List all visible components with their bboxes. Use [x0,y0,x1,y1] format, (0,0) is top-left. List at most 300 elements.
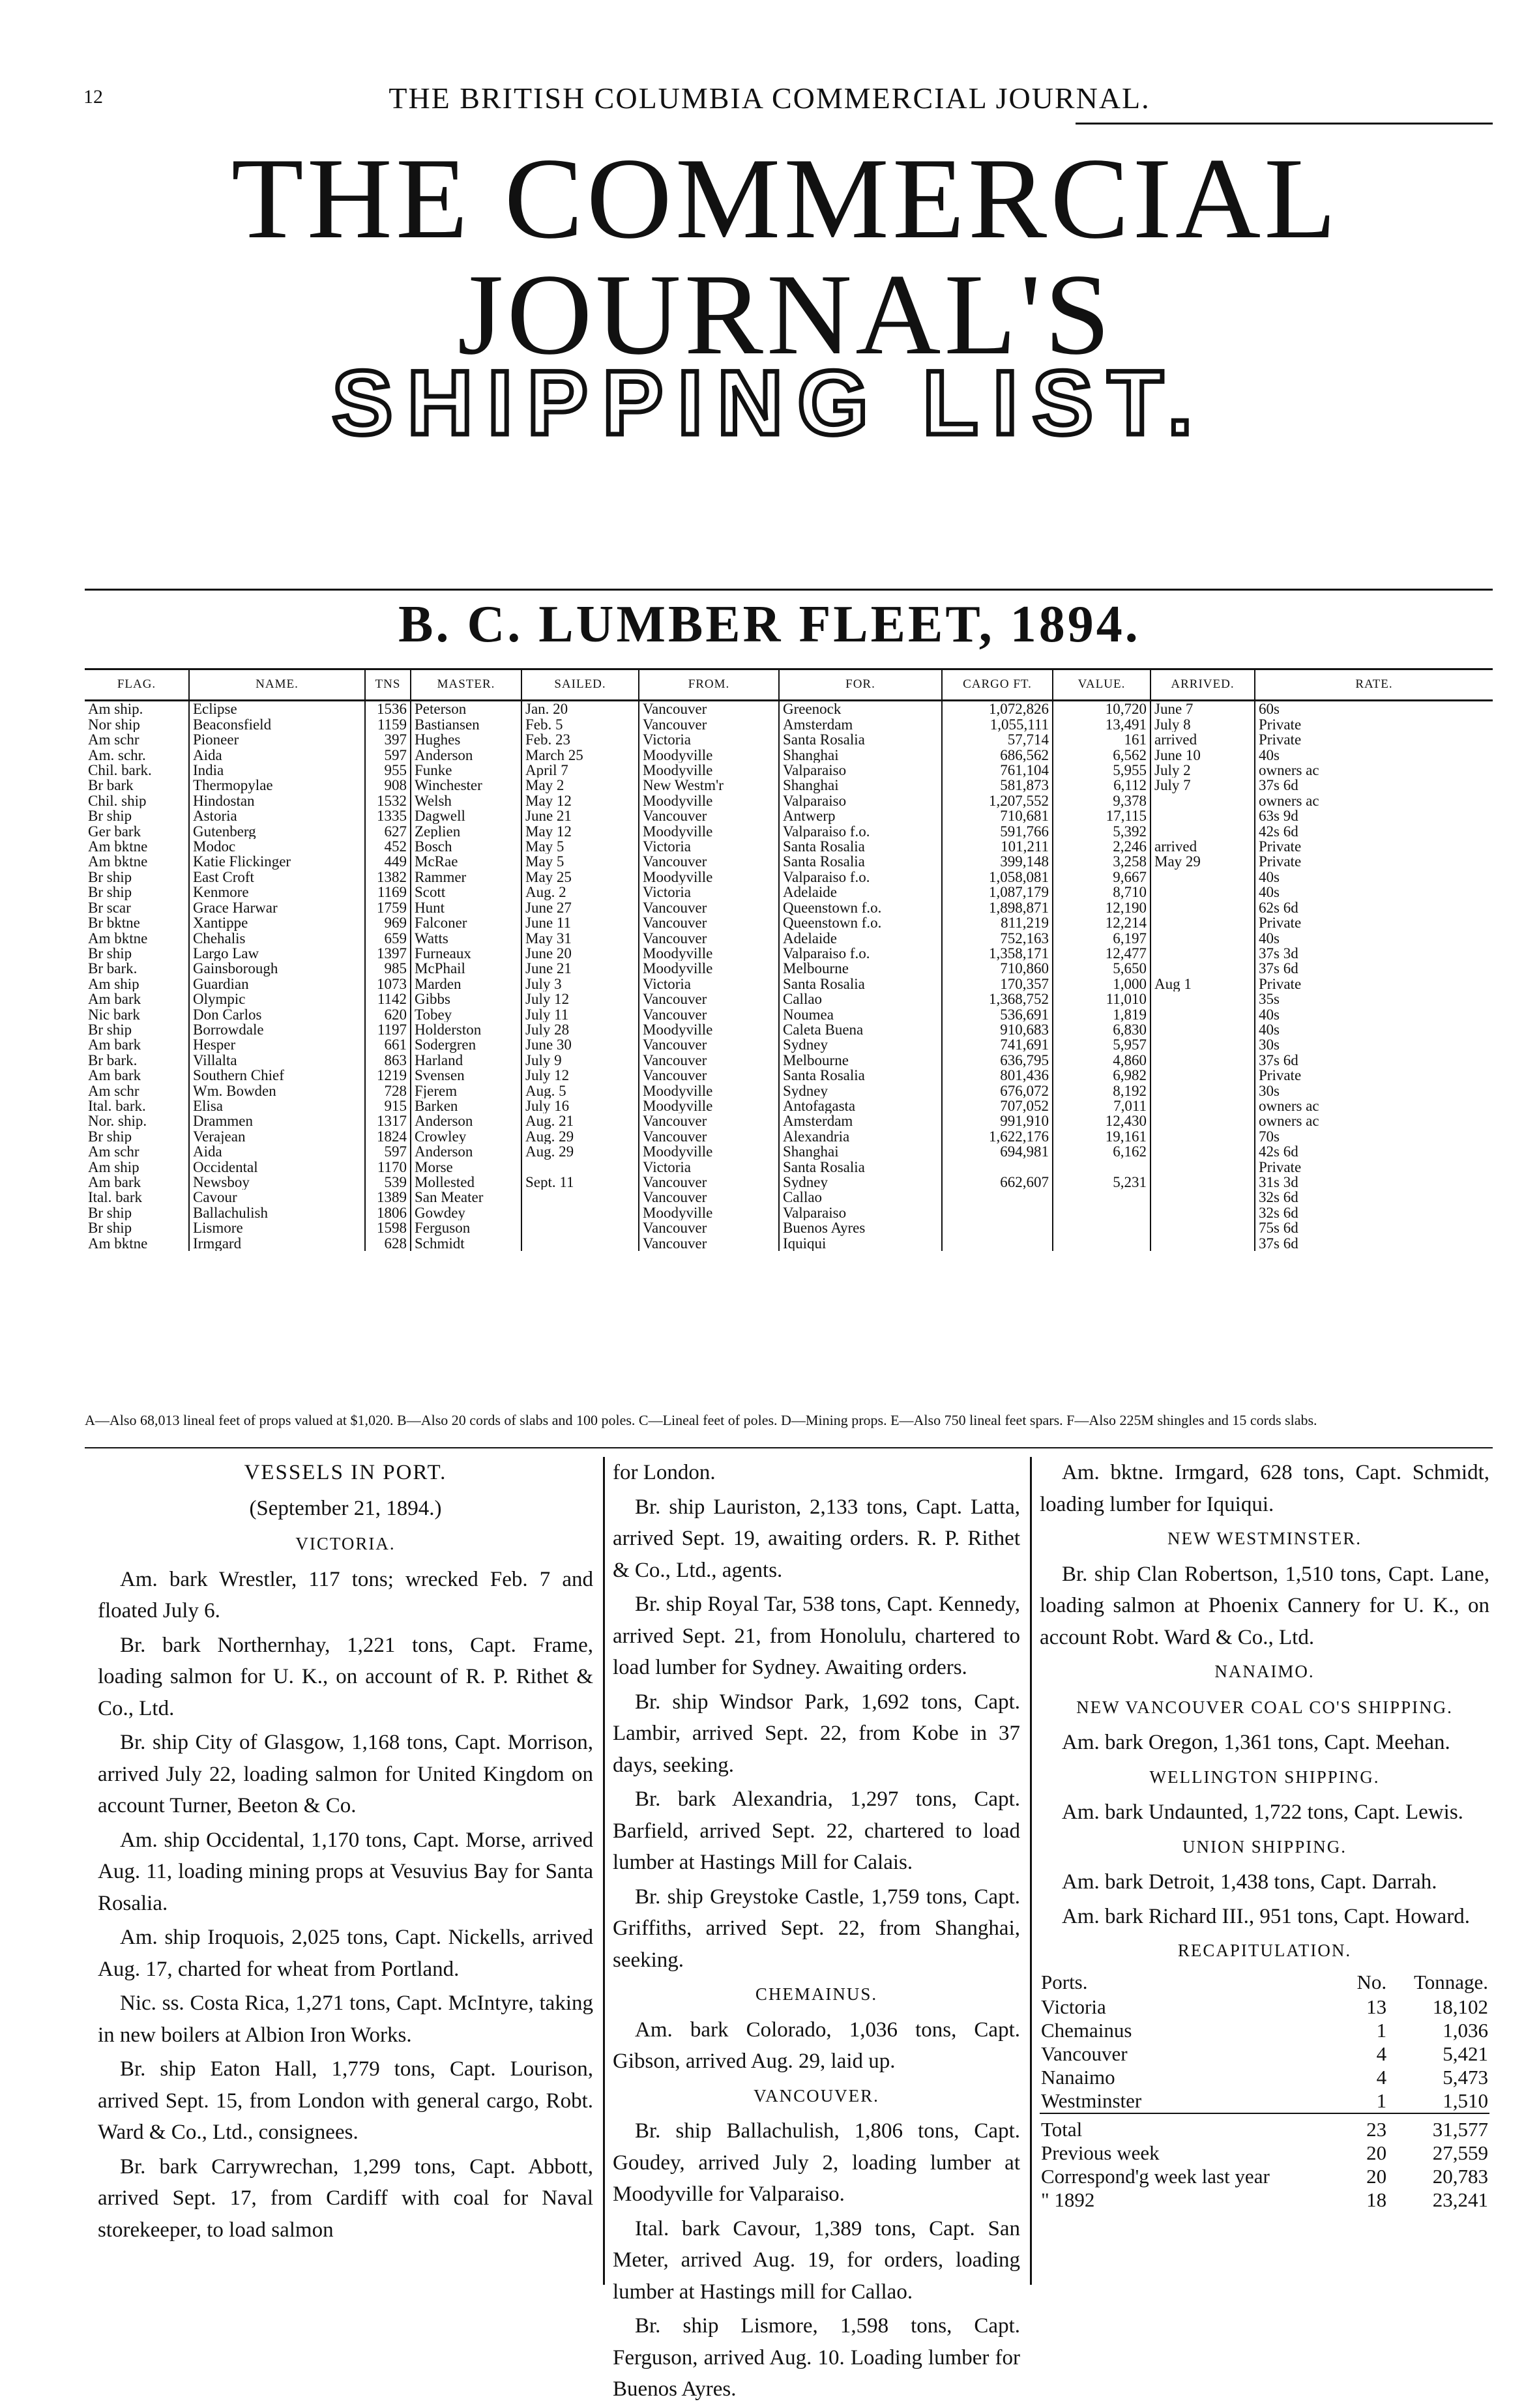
fleet-cell-arrived [1151,1205,1255,1220]
recap-number: 1 [1376,2018,1387,2042]
fleet-cell-sailed: May 25 [521,870,639,885]
fleet-cell-cargo [942,1205,1053,1220]
fleet-cell-from: Vancouver [639,1190,779,1205]
fleet-cell-tons: 597 [365,748,411,763]
fleet-cell-sailed: Feb. 5 [521,717,639,732]
fleet-cell-name: Modoc [189,839,365,854]
fleet-cell-name: Ballachulish [189,1205,365,1220]
vessel-entry: Br. ship Windsor Park, 1,692 tons, Capt. Lambir, arrived Sept. 22, from Kobe in 37 days, seeking. [613,1690,1020,1777]
fleet-cell-name: Chehalis [189,931,365,946]
fleet-cell-flag: Br ship [85,808,189,823]
fleet-cell-from: Moodyville [639,870,779,885]
fleet-cell-sailed: May 12 [521,793,639,808]
fleet-cell-flag: Br bktne [85,915,189,930]
fleet-cell-cargo: 591,766 [942,824,1053,839]
vessel-entry: Am. ship Iroquois, 2,025 tons, Capt. Nickells, arrived Aug. 17, charted for wheat from Portland. [98,1926,593,1981]
fleet-cell-flag: Am schr [85,1083,189,1098]
fleet-cell-sailed: March 25 [521,748,639,763]
fleet-cell-rate: 75s 6d [1259,1220,1298,1236]
table-row [85,824,1493,839]
fleet-header-for: FOR. [779,669,942,701]
fleet-cell-tons: 1536 [365,701,411,717]
fleet-cell-from: Victoria [639,976,779,991]
fleet-cell-name: Southern Chief [189,1068,365,1083]
fleet-cell-rate: 70s [1259,1128,1280,1145]
fleet-cell-flag: Am schr [85,1144,189,1159]
columns-rule [85,1447,1493,1448]
fleet-cell-name: Hindostan [189,793,365,808]
fleet-cell-cargo: 57,714 [942,732,1053,747]
fleet-cell-for: Santa Rosalia [779,976,942,991]
fleet-header-arrived: ARRIVED. [1151,669,1255,701]
table-row [85,717,1493,732]
vessel-entry-continued: for London. [613,1461,716,1484]
fleet-cell-rate: owners ac [1259,1098,1319,1114]
column-vessels-in-port [98,1457,593,2248]
fleet-cell-flag: Br bark. [85,961,189,976]
fleet-cell-master: Anderson [411,748,521,763]
table-row [85,885,1493,900]
fleet-cell-for: Valparaiso [779,1205,942,1220]
column-divider-1 [603,1457,605,2285]
recap-port: " 1892 [1041,2188,1095,2211]
recap-port: Chemainus [1041,2018,1132,2042]
fleet-cell-sailed: Aug. 2 [521,885,639,900]
fleet-header-value: VALUE. [1053,669,1151,701]
fleet-cell-cargo: 694,981 [942,1144,1053,1159]
fleet-cell-flag: Am bark [85,1175,189,1190]
fleet-cell-master: Hughes [411,732,521,747]
fleet-cell-value: 19,161 [1053,1129,1151,1144]
fleet-cell-for: Santa Rosalia [779,1160,942,1175]
fleet-cell-tons: 728 [365,1083,411,1098]
fleet-cell-cargo [942,1190,1053,1205]
fleet-cell-from: Vancouver [639,1129,779,1144]
fleet-cell-cargo: 686,562 [942,748,1053,763]
fleet-cell-for: Antofagasta [779,1098,942,1113]
fleet-cell-cargo: 101,211 [942,839,1053,854]
fleet-cell-cargo: 1,072,826 [942,701,1053,717]
recap-number: 20 [1366,2164,1387,2188]
fleet-cell-value: 12,214 [1053,915,1151,930]
fleet-cell-master: McRae [411,854,521,869]
fleet-cell-sailed [521,1190,639,1205]
fleet-cell-arrived: June 10 [1151,748,1255,763]
fleet-cell-name: Elisa [189,1098,365,1113]
fleet-cell-value [1053,1236,1151,1251]
table-row [85,1037,1493,1052]
fleet-cell-arrived: Aug 1 [1151,976,1255,991]
fleet-header-cargo: CARGO FT. [942,669,1053,701]
fleet-cell-tons: 449 [365,854,411,869]
table-row [85,701,1493,717]
fleet-cell-sailed: Aug. 29 [521,1144,639,1159]
table-row [85,1220,1493,1235]
fleet-cell-tons: 1824 [365,1129,411,1144]
fleet-cell-master: Falconer [411,915,521,930]
fleet-cell-cargo: 1,087,179 [942,885,1053,900]
fleet-cell-name: Katie Flickinger [189,854,365,869]
fleet-cell-rate: 63s 9d [1259,808,1298,824]
report-date: (September 21, 1894.) [249,1496,442,1520]
fleet-cell-tons: 1397 [365,946,411,961]
fleet-cell-flag: Am ship [85,1160,189,1175]
fleet-cell-from: Moodyville [639,763,779,778]
fleet-cell-sailed [521,1160,639,1175]
fleet-cell-from: Vancouver [639,900,779,915]
table-row [85,991,1493,1006]
fleet-cell-cargo: 910,683 [942,1022,1053,1037]
fleet-cell-arrived [1151,1113,1255,1128]
fleet-cell-rate: 40s [1259,1006,1280,1022]
recap-port: Previous week [1041,2141,1160,2164]
fleet-cell-tons: 1159 [365,717,411,732]
fleet-cell-value: 12,477 [1053,946,1151,961]
shipping-list-title: SHIPPING LIST. [332,351,1207,454]
fleet-cell-cargo: 1,207,552 [942,793,1053,808]
fleet-cell-arrived [1151,961,1255,976]
fleet-cell-master: Furneaux [411,946,521,961]
recap-port: Westminster [1041,2089,1142,2112]
fleet-cell-flag: Nic bark [85,1007,189,1022]
fleet-cell-from: Vancouver [639,1053,779,1068]
fleet-cell-from: Moodyville [639,1022,779,1037]
fleet-cell-flag: Am schr [85,732,189,747]
fleet-cell-for: Shanghai [779,778,942,793]
fleet-cell-from: Vancouver [639,991,779,1006]
fleet-cell-name: Kenmore [189,885,365,900]
vessel-entry: Am. bark Wrestler, 117 tons; wrecked Feb. 7 and floated July 6. [98,1567,593,1622]
fleet-cell-flag: Br ship [85,1129,189,1144]
fleet-cell-tons: 969 [365,915,411,930]
fleet-cell-arrived [1151,870,1255,885]
fleet-cell-flag: Nor ship [85,717,189,732]
new-westminster-heading: NEW WESTMINSTER. [1167,1529,1362,1548]
fleet-cell-value: 13,491 [1053,717,1151,732]
fleet-cell-flag: Ital. bark. [85,1098,189,1113]
fleet-cell-rate: 40s [1259,885,1280,900]
vessel-entry: Br. ship Eaton Hall, 1,779 tons, Capt. Lourison, arrived Sept. 15, from London with general cargo, Robt. Ward & Co., Ltd., consignees. [98,2057,593,2144]
vessel-entry: Br. ship Lauriston, 2,133 tons, Capt. Latta, arrived Sept. 19, awaiting orders. R. P. Rithet & Co., Ltd., agents. [613,1495,1020,1582]
fleet-cell-rate: 40s [1259,930,1280,946]
fleet-cell-flag: Br ship [85,946,189,961]
fleet-cell-arrived [1151,885,1255,900]
fleet-cell-value: 1,000 [1053,976,1151,991]
fleet-cell-for: Sydney [779,1037,942,1052]
fleet-cell-master: Harland [411,1053,521,1068]
fleet-cell-value: 9,378 [1053,793,1151,808]
fleet-cell-name: Astoria [189,808,365,823]
table-row [85,793,1493,808]
fleet-cell-master: Zeplien [411,824,521,839]
fleet-cell-flag: Am ship. [85,701,189,717]
fleet-cell-cargo [942,1236,1053,1251]
fleet-cell-cargo: 536,691 [942,1007,1053,1022]
vessels-in-port-heading: VESSELS IN PORT. [244,1461,447,1484]
fleet-cell-name: Villalta [189,1053,365,1068]
fleet-cell-tons: 1170 [365,1160,411,1175]
fleet-cell-tons: 1806 [365,1205,411,1220]
fleet-cell-value: 6,830 [1053,1022,1151,1037]
column-victoria-continued [613,1457,1020,2408]
fleet-cell-rate: owners ac [1259,1113,1319,1129]
fleet-cell-rate: 37s 6d [1259,1235,1298,1252]
fleet-cell-from: Vancouver [639,701,779,717]
table-row [85,778,1493,793]
table-row [85,931,1493,946]
fleet-cell-master: Sodergren [411,1037,521,1052]
fleet-cell-cargo: 707,052 [942,1098,1053,1113]
recap-row [1040,2165,1489,2188]
fleet-cell-tons: 985 [365,961,411,976]
table-row [85,1236,1493,1251]
fleet-cell-value: 3,258 [1053,854,1151,869]
fleet-cell-rate: 32s 6d [1259,1190,1298,1205]
fleet-cell-name: Thermopylae [189,778,365,793]
fleet-cell-from: Vancouver [639,1007,779,1022]
fleet-cell-for: Greenock [779,701,942,717]
fleet-cell-master: Anderson [411,1144,521,1159]
fleet-cell-master: Bastiansen [411,717,521,732]
fleet-cell-sailed [521,1205,639,1220]
fleet-cell-tons: 1197 [365,1022,411,1037]
fleet-cell-flag: Chil. bark. [85,763,189,778]
fleet-cell-tons: 1317 [365,1113,411,1128]
fleet-cell-name: Pioneer [189,732,365,747]
fleet-cell-master: Tobey [411,1007,521,1022]
fleet-cell-rate: 30s [1259,1037,1280,1053]
recap-tonnage: 1,036 [1443,2018,1488,2042]
fleet-cell-name: Aida [189,1144,365,1159]
vessel-entry: Br. ship Clan Robertson, 1,510 tons, Capt. Lane, loading salmon at Phoenix Cannery for U. K., on account Robt. Ward & Co., Ltd. [1040,1562,1489,1649]
fleet-cell-rate: 42s 6d [1259,1144,1298,1160]
fleet-header-tons: TNS [365,669,411,701]
fleet-cell-for: Caleta Buena [779,1022,942,1037]
fleet-cell-master: Watts [411,931,521,946]
fleet-cell-rate: Private [1259,854,1302,870]
vessel-entry: Am. bark Colorado, 1,036 tons, Capt. Gibson, arrived Aug. 29, laid up. [613,2018,1020,2073]
fleet-cell-tons: 1389 [365,1190,411,1205]
fleet-cell-rate: 30s [1259,1083,1280,1098]
fleet-cell-flag: Br bark. [85,1053,189,1068]
fleet-cell-tons: 1598 [365,1220,411,1235]
fleet-cell-arrived: July 8 [1151,717,1255,732]
fleet-cell-from: Vancouver [639,854,779,869]
recap-port: Nanaimo [1041,2065,1115,2089]
fleet-cell-name: Largo Law [189,946,365,961]
recap-tonnage: 31,577 [1388,2113,1489,2141]
recap-number: 4 [1376,2065,1387,2089]
vessel-entry: Am. bark Undaunted, 1,722 tons, Capt. Lewis. [1062,1800,1463,1824]
fleet-cell-for: Valparaiso [779,763,942,778]
fleet-rule-left [85,589,1493,591]
title-rule-top [1076,123,1493,125]
fleet-cell-tons: 908 [365,778,411,793]
table-row [85,1113,1493,1128]
fleet-cell-value: 10,720 [1053,701,1151,717]
victoria-heading: VICTORIA. [295,1534,396,1553]
fleet-cell-for: Melbourne [779,1053,942,1068]
fleet-cell-from: Vancouver [639,1068,779,1083]
fleet-cell-name: India [189,763,365,778]
vessel-entry: Am. bktne. Irmgard, 628 tons, Capt. Schmidt, loading lumber for Iquiqui. [1040,1461,1489,1516]
recap-row [1040,2089,1489,2113]
fleet-cell-from: Moodyville [639,946,779,961]
fleet-cell-from: Vancouver [639,1175,779,1190]
fleet-cell-arrived [1151,824,1255,839]
recap-port: Total [1040,2113,1345,2141]
fleet-cell-from: Victoria [639,1160,779,1175]
fleet-cell-value: 2,246 [1053,839,1151,854]
fleet-cell-value: 12,430 [1053,1113,1151,1128]
vessel-entry: Br. bark Northernhay, 1,221 tons, Capt. Frame, loading salmon for U. K., on account of R. P. Rithet & Co., Ltd. [98,1633,593,1720]
table-row [85,900,1493,915]
fleet-cell-sailed: May 2 [521,778,639,793]
vessel-entry: Am. bark Oregon, 1,361 tons, Capt. Meehan. [1062,1731,1450,1754]
vessel-entry: Am. ship Occidental, 1,170 tons, Capt. Morse, arrived Aug. 11, loading mining props at Vesuvius Bay for Santa Rosalia. [98,1828,593,1915]
vessel-entry: Am. bark Detroit, 1,438 tons, Capt. Darrah. [1062,1870,1437,1894]
fleet-cell-flag: Am bktne [85,1236,189,1251]
fleet-cell-rate: 37s 3d [1259,945,1298,962]
fleet-cell-flag: Ital. bark [85,1190,189,1205]
fleet-cell-tons: 1532 [365,793,411,808]
fleet-cell-sailed: June 21 [521,961,639,976]
fleet-cell-arrived [1151,1220,1255,1235]
fleet-cell-cargo: 752,163 [942,931,1053,946]
fleet-cell-flag: Am ship [85,976,189,991]
recap-row [1040,2188,1489,2212]
recap-tonnage: 23,241 [1432,2188,1488,2211]
fleet-cell-cargo: 399,148 [942,854,1053,869]
fleet-cell-value: 6,162 [1053,1144,1151,1159]
fleet-cell-value: 12,190 [1053,900,1151,915]
fleet-header-sailed: SAILED. [521,669,639,701]
fleet-cell-for: Amsterdam [779,717,942,732]
fleet-cell-sailed: Aug. 21 [521,1113,639,1128]
fleet-cell-tons: 1335 [365,808,411,823]
fleet-cell-arrived: June 7 [1151,701,1255,717]
fleet-cell-sailed: July 28 [521,1022,639,1037]
fleet-cell-master: Anderson [411,1113,521,1128]
fleet-cell-sailed: Aug. 5 [521,1083,639,1098]
vessel-entry: Br. ship Royal Tar, 538 tons, Capt. Kennedy, arrived Sept. 21, from Honolulu, chartered to load lumber for Sydney. Awaiting orders. [613,1593,1020,1679]
fleet-cell-from: Moodyville [639,1083,779,1098]
fleet-cell-for: Adelaide [779,931,942,946]
fleet-cell-arrived [1151,1098,1255,1113]
fleet-cell-from: Victoria [639,839,779,854]
fleet-cell-sailed: June 11 [521,915,639,930]
fleet-cell-from: Vancouver [639,1037,779,1052]
fleet-cell-arrived: July 7 [1151,778,1255,793]
fleet-cell-from: Moodyville [639,748,779,763]
table-row [85,1129,1493,1144]
fleet-cell-name: Newsboy [189,1175,365,1190]
fleet-cell-sailed: July 9 [521,1053,639,1068]
fleet-cell-for: Shanghai [779,1144,942,1159]
fleet-cell-name: Hesper [189,1037,365,1052]
recap-header-row [1040,1971,1489,1995]
fleet-cell-rate: Private [1259,1068,1302,1083]
fleet-cell-name: Grace Harwar [189,900,365,915]
fleet-cell-from: Victoria [639,732,779,747]
fleet-cell-arrived [1151,1160,1255,1175]
table-row [85,854,1493,869]
recapitulation-heading: RECAPITULATION. [1177,1941,1352,1960]
fleet-cell-value: 5,392 [1053,824,1151,839]
fleet-body [85,701,1493,1251]
fleet-cell-arrived [1151,900,1255,915]
fleet-cell-cargo: 1,622,176 [942,1129,1053,1144]
nanaimo-heading: NANAIMO. [1214,1662,1315,1681]
fleet-cell-flag: Br ship [85,870,189,885]
fleet-cell-flag: Nor. ship. [85,1113,189,1128]
recap-number: 23 [1345,2113,1388,2141]
table-row [85,763,1493,778]
fleet-cell-tons: 539 [365,1175,411,1190]
recap-header-ports: Ports. [1041,1970,1088,1993]
fleet-cell-flag: Am bark [85,1068,189,1083]
recap-tonnage: 20,783 [1432,2164,1488,2188]
fleet-cell-master: Morse [411,1160,521,1175]
fleet-cell-arrived: arrived [1151,839,1255,854]
vessel-entry: Ital. bark Cavour, 1,389 tons, Capt. San Meter, arrived Aug. 19, for orders, loading lumber at Hastings mill for Callao. [613,2216,1020,2304]
fleet-cell-value [1053,1220,1151,1235]
fleet-cell-from: Moodyville [639,1144,779,1159]
fleet-header-master: MASTER. [411,669,521,701]
fleet-cell-flag: Am bktne [85,839,189,854]
fleet-cell-for: Shanghai [779,748,942,763]
fleet-cell-sailed [521,1236,639,1251]
fleet-cell-value: 8,710 [1053,885,1151,900]
fleet-cell-flag: Am bark [85,991,189,1006]
fleet-cell-sailed: Aug. 29 [521,1129,639,1144]
fleet-cell-arrived [1151,808,1255,823]
fleet-cell-tons: 597 [365,1144,411,1159]
fleet-cell-cargo: 676,072 [942,1083,1053,1098]
table-row [85,1053,1493,1068]
fleet-cell-flag: Br ship [85,1022,189,1037]
fleet-cell-cargo: 991,910 [942,1113,1053,1128]
fleet-cell-rate: Private [1259,1159,1302,1175]
fleet-cell-flag: Br scar [85,900,189,915]
wellington-heading: WELLINGTON SHIPPING. [1149,1767,1380,1787]
table-row [85,1144,1493,1159]
fleet-header-flag: FLAG. [85,669,189,701]
fleet-cell-value: 1,819 [1053,1007,1151,1022]
fleet-cell-tons: 620 [365,1007,411,1022]
fleet-cell-sailed: May 5 [521,839,639,854]
fleet-cell-arrived [1151,1068,1255,1083]
fleet-cell-from: Vancouver [639,915,779,930]
fleet-cell-tons: 1759 [365,900,411,915]
fleet-cell-value: 6,112 [1053,778,1151,793]
fleet-cell-cargo: 710,681 [942,808,1053,823]
recap-row [1040,2113,1489,2141]
fleet-cell-rate: 42s 6d [1259,823,1298,840]
fleet-cell-master: Barken [411,1098,521,1113]
vessel-entry: Br. ship Greystoke Castle, 1,759 tons, Capt. Griffiths, arrived Sept. 22, from Shanghai, seeking. [613,1885,1020,1972]
fleet-cell-cargo [942,1160,1053,1175]
main-title: THE COMMERCIAL JOURNAL'S [231,134,1340,379]
fleet-cell-master: Funke [411,763,521,778]
fleet-cell-arrived [1151,1022,1255,1037]
fleet-cell-arrived [1151,1007,1255,1022]
fleet-cell-rate: 35s [1259,991,1280,1007]
recap-number: 1 [1376,2089,1387,2112]
fleet-cell-name: East Croft [189,870,365,885]
fleet-cell-value: 5,650 [1053,961,1151,976]
fleet-cell-cargo: 741,691 [942,1037,1053,1052]
